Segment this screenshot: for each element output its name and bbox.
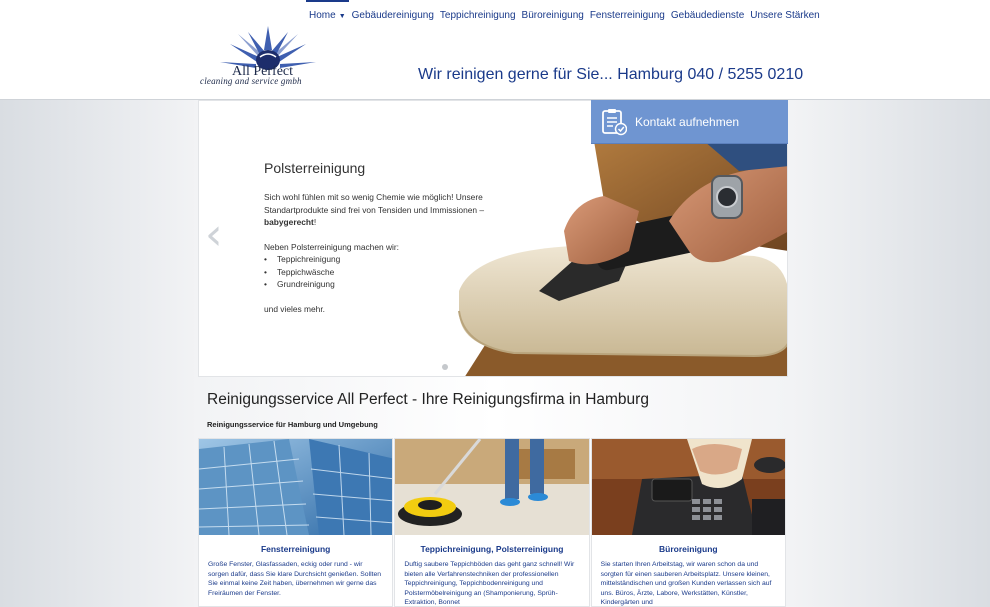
slide-paragraph	[264, 191, 494, 229]
nav-item-gebaeudedienste[interactable]: Gebäudedienste	[670, 10, 745, 21]
logo-name: All Perfect	[232, 64, 294, 79]
card-fensterreinigung[interactable]	[198, 438, 393, 607]
slider-dot[interactable]	[442, 364, 448, 370]
nav-item-bueroreinigung[interactable]: Büroreinigung	[521, 10, 584, 21]
list-item: • Grundreinigung	[264, 278, 494, 291]
nav-item-label: Home	[309, 10, 336, 21]
logo[interactable]	[198, 26, 338, 90]
glass-facade-photo	[199, 439, 393, 535]
card-title: Teppichreinigung, Polsterreinigung	[420, 544, 564, 554]
list-item: • Teppichwäsche	[264, 266, 494, 279]
nav-item-teppichreinigung[interactable]: Teppichreinigung	[439, 10, 516, 21]
slide-list-intro: Neben Polsterreinigung machen wir:	[264, 241, 400, 252]
nav-item-gebaeudereinigung[interactable]: Gebäudereinigung	[351, 10, 434, 21]
header-tagline: Wir reinigen gerne für Sie... Hamburg 040 / 5255 0210	[418, 66, 804, 83]
slide-title: Polsterreinigung	[264, 160, 366, 176]
slide-list	[264, 253, 494, 291]
nav-item-fensterreinigung[interactable]: Fensterreinigung	[589, 10, 665, 21]
slide-paragraph-text: Sich wohl fühlen mit so wenig Chemie wie möglich! Unsere Standartprodukte sind frei von Tensiden und Immissionen –	[264, 192, 485, 215]
carpet-machine-photo	[395, 439, 589, 535]
clipboard-check-icon	[601, 108, 627, 136]
service-cards	[198, 438, 787, 607]
card-text: Duftig saubere Teppichböden das geht ganz schnell! Wir bieten alle Verfahrenstechniken der professionellen Teppichreinigung, Teppichbodenreinigung und Polstermöbelreinigung an (Shamponierung, Sprüh-Extraktion, Bonnet	[404, 561, 575, 607]
section-subtitle: Reinigungsservice für Hamburg und Umgebung	[207, 420, 378, 429]
upholstery-cleaning-photo	[454, 141, 788, 377]
contact-button[interactable]	[591, 100, 788, 144]
slide-emphasis: babygerecht	[264, 217, 314, 227]
nav-item-unsere-staerken[interactable]: Unsere Stärken	[750, 10, 820, 21]
office-phone-photo	[592, 439, 786, 535]
slide-content	[264, 159, 494, 315]
card-title: Fensterreinigung	[260, 544, 331, 554]
site-header	[0, 0, 990, 100]
card-title: Büroreinigung	[659, 544, 718, 554]
slider-prev-chevron-left-icon[interactable]: ‹	[205, 209, 223, 260]
card-bueroreinigung[interactable]	[591, 438, 786, 607]
section-title: Reinigungsservice All Perfect - Ihre Reinigungsfirma in Hamburg	[207, 391, 649, 408]
logo-subtitle: cleaning and service gmbh	[200, 76, 302, 86]
slide-paragraph-end: !	[313, 217, 317, 227]
main-nav	[306, 0, 823, 30]
caret-down-icon: ▼	[338, 13, 346, 20]
slide-outro: und vieles mehr.	[264, 303, 325, 314]
card-teppichreinigung[interactable]	[394, 438, 589, 607]
card-text: Große Fenster, Glasfassaden, eckig oder rund - wir sorgen dafür, dass Sie klare Durchsicht genießen. Sollten Sie einmal keine Zeit haben, übernehmen wir gerne das Freiräumen der Fenster.	[208, 561, 382, 597]
card-text: Sie starten Ihren Arbeitstag, wir waren schon da und sorgten für einen sauberen Arbeitsplatz. Unsere kleinen, mittelständischen und großen Kunden verlassen sich auf uns. Büros, Ärzte, Labore, Werkstätten, Künstler, Kindergärten und	[600, 561, 772, 607]
list-item: • Teppichreinigung	[264, 253, 494, 266]
contact-button-label: Kontakt aufnehmen	[635, 114, 740, 129]
